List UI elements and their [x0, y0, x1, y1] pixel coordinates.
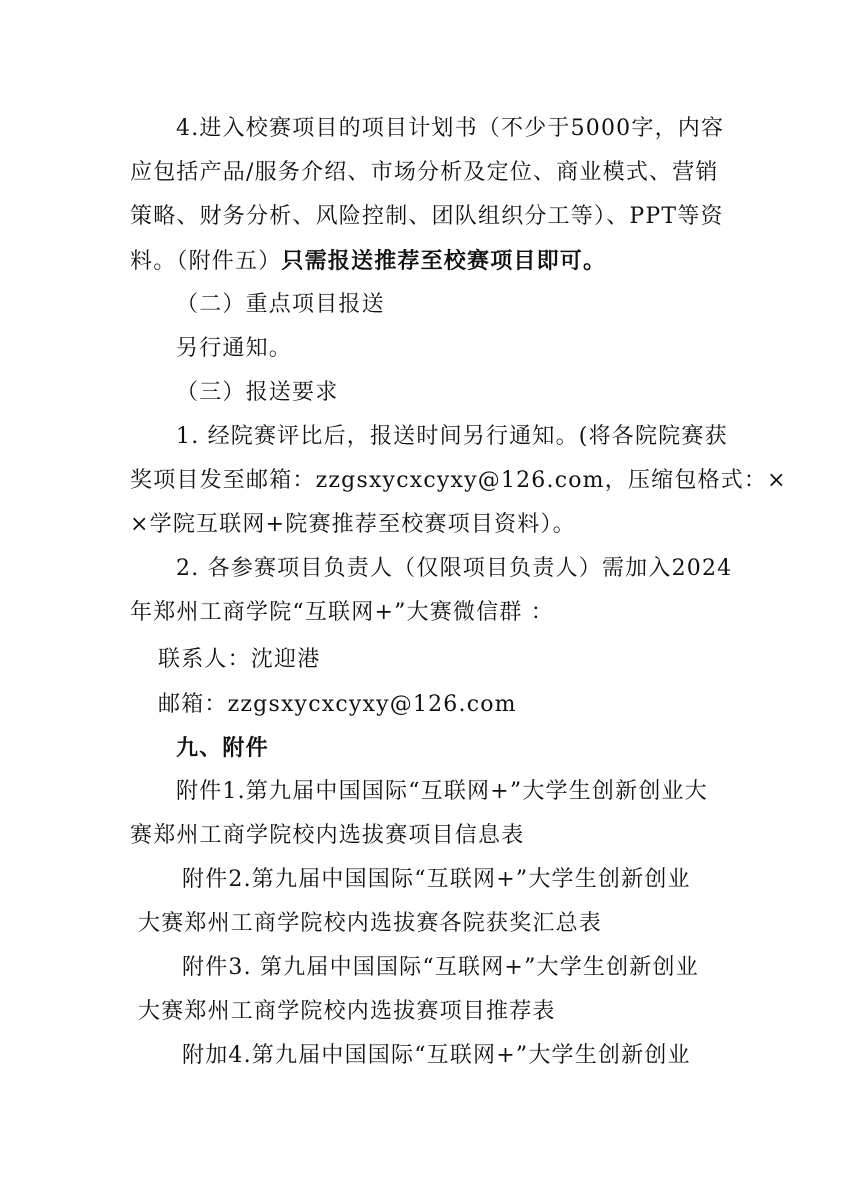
- section3-item1-line2: 奖项目发至邮箱：zzgsxycxcyxy@126.com，压缩包格式：×: [130, 468, 787, 493]
- para4-line3: 策略、财务分析、风险控制、团队组织分工等）、PPT等资: [130, 204, 724, 229]
- para4-line2: 应包括产品/服务介绍、市场分析及定位、商业模式、营销: [130, 160, 719, 185]
- contact-person: 联系人：沈迎港: [158, 647, 321, 672]
- attachment3-line1: 附件3. 第九届中国国际“互联网+”大学生创新创业: [182, 955, 699, 980]
- attachment3-line2: 大赛郑州工商学院校内选拔赛项目推荐表: [138, 999, 556, 1024]
- section3-item2-line2: 年郑州工商学院“互联网+”大赛微信群 ：: [130, 600, 554, 625]
- section2-heading: （二）重点项目报送: [176, 292, 385, 317]
- section2-body: 另行通知。: [176, 336, 293, 361]
- para4-line4-bold: 只需报送推荐至校赛项目即可。: [281, 248, 607, 274]
- contact-email: 邮箱：zzgsxycxcyxy@126.com: [158, 692, 517, 717]
- para4-line4-normal: 料。（附件五）: [130, 249, 282, 274]
- section3-item1-line3: ×学院互联网+院赛推荐至校赛项目资料）。: [130, 512, 576, 537]
- attachment1-line2: 赛郑州工商学院校内选拔赛项目信息表: [130, 823, 525, 848]
- para4-line4: [130, 246, 606, 277]
- attachment2-line2: 大赛郑州工商学院校内选拔赛各院获奖汇总表: [138, 911, 603, 936]
- section3-item1-line1: 1. 经院赛评比后，报送时间另行通知。(将各院院赛获: [176, 424, 728, 449]
- section9-heading: 九、附件: [176, 735, 269, 761]
- attachment2-line1: 附件2.第九届中国国际“互联网+”大学生创新创业: [182, 867, 691, 892]
- attachment4-line1: 附加4.第九届中国国际“互联网+”大学生创新创业: [182, 1043, 691, 1068]
- section3-heading: （三）报送要求: [176, 380, 339, 405]
- para4-line1: 4.进入校赛项目的项目计划书（不少于5000字，内容: [176, 116, 725, 141]
- section3-item2-line1: 2. 各参赛项目负责人（仅限项目负责人）需加入2024: [176, 556, 733, 581]
- attachment1-line1: 附件1.第九届中国国际“互联网+”大学生创新创业大: [176, 779, 708, 804]
